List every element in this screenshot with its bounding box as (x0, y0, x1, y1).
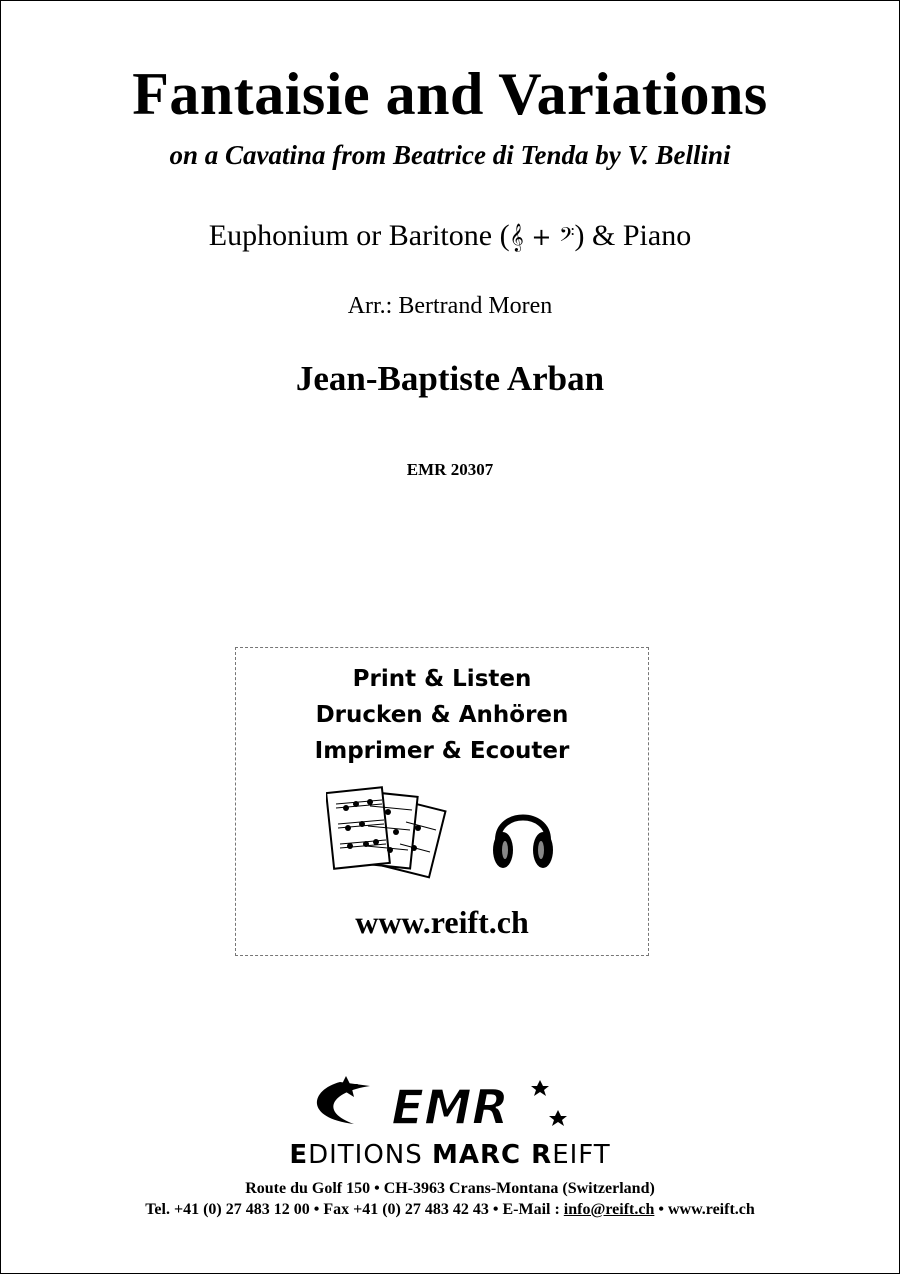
contact-phone-fax: Tel. +41 (0) 27 483 12 00 • Fax +41 (0) 27 483 42 43 • E-Mail : (145, 1201, 564, 1218)
contact-website: • www.reift.ch (654, 1201, 755, 1218)
emr-logo (300, 1072, 600, 1138)
promo-line-english: Print & Listen (352, 666, 532, 692)
publisher-name-r: R (521, 1140, 553, 1170)
publisher-name-e: E (289, 1140, 309, 1170)
publisher-name-eift: EIFT (552, 1140, 611, 1170)
sheet-music-icon (326, 786, 456, 886)
publisher-address: Route du Golf 150 • CH-3963 Crans-Montana (Switzerland) (245, 1180, 655, 1197)
instrumentation-text-start: Euphonium or Baritone ( (208, 219, 510, 252)
page-title: Fantaisie and Variations (132, 61, 768, 127)
print-listen-box (235, 647, 649, 956)
email-link[interactable]: info@reift.ch (563, 1201, 655, 1218)
promo-line-french: Imprimer & Ecouter (314, 738, 570, 764)
instrumentation (0, 219, 900, 253)
publisher-name (0, 1140, 900, 1170)
website-link[interactable]: www.reift.ch (355, 904, 529, 940)
arranger: Arr.: Bertrand Moren (347, 293, 553, 319)
publisher-contact (0, 1201, 900, 1219)
headphones-icon (488, 798, 558, 874)
catalog-number: EMR 20307 (406, 460, 494, 479)
instrumentation-text-end: ) & Piano (574, 219, 692, 252)
composer: Jean-Baptiste Arban (295, 359, 605, 398)
promo-line-german: Drucken & Anhören (315, 702, 569, 728)
clef-symbols: 𝄞 + 𝄢 (509, 223, 575, 251)
publisher-name-ditions: DITIONS (308, 1140, 432, 1170)
page-subtitle: on a Cavatina from Beatrice di Tenda by V. Bellini (169, 140, 731, 170)
svg-text:EMR: EMR (391, 1080, 509, 1136)
publisher-name-marc: MARC (432, 1140, 522, 1170)
